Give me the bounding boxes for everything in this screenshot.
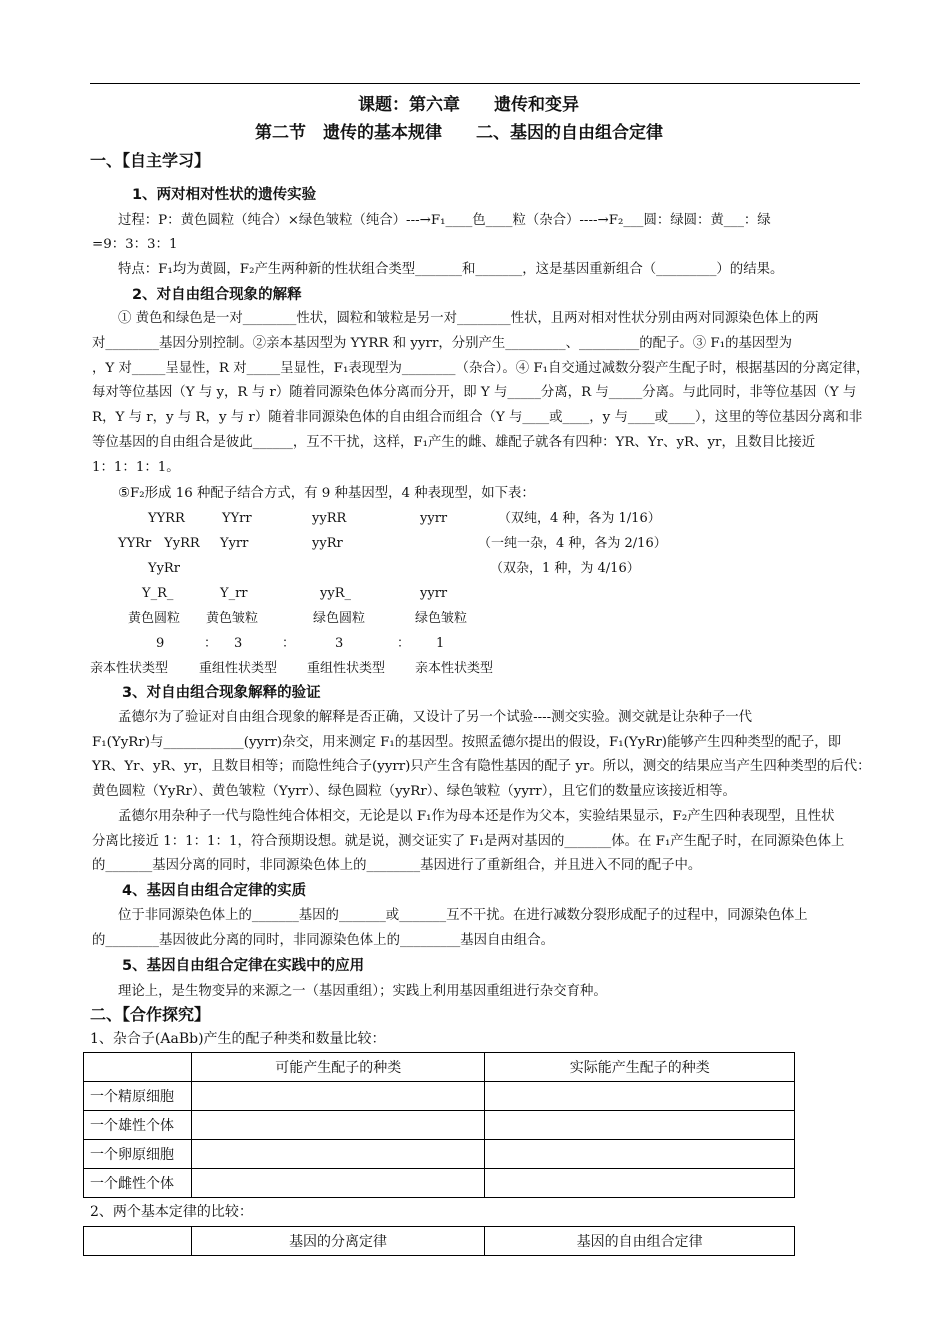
- answer-cell[interactable]: [191, 1169, 485, 1198]
- ratio-value: 3: [335, 636, 344, 651]
- header-rule: [90, 83, 860, 84]
- table-header-row: [84, 1053, 795, 1082]
- genotype-note: （双纯，4 种，各为 1/16）: [498, 511, 661, 526]
- genotype: YYRR: [148, 511, 185, 526]
- law-comparison-table: [83, 1226, 795, 1256]
- answer-cell[interactable]: [485, 1169, 795, 1198]
- paragraph-line: 等位基因的自由组合是彼此______，互不干扰，这样，F₁产生的雌、雄配子就各有四种：YR、Yr、yR、yr，且数目比接近: [92, 435, 816, 450]
- paragraph-line: F₁(YyRr)与____________(yyrr)杂交，用来测定 F₁的基因型。按照孟德尔提出的假设，F₁(YyRr)能够产生四种类型的配子，即: [92, 735, 842, 750]
- genotype-group: yyR_: [320, 586, 351, 601]
- genotype: yyRr: [312, 536, 343, 551]
- paragraph-line: 对________基因分别控制。②亲本基因型为 YYRR 和 yyrr，分别产生_________、_________的配子。③ F₁的基因型为: [92, 336, 793, 351]
- paragraph-line: 理论上，是生物变异的来源之一（基因重组）；实践上利用基因重组进行杂交育种。: [118, 984, 607, 999]
- genotype: YYRr YyRR: [118, 536, 200, 551]
- answer-cell[interactable]: [191, 1140, 485, 1169]
- table-row: [84, 1082, 795, 1111]
- trait-type: 重组性状类型: [199, 661, 278, 676]
- ratio-sep: ：: [204, 636, 218, 651]
- ratio-sep: ：: [282, 636, 296, 651]
- genotype-note: （一纯一杂，4 种，各为 2/16）: [478, 536, 667, 551]
- paragraph-line: ，Y 对_____呈显性，R 对_____呈显性，F₁表现型为________（杂合）。④ F₁自交通过减数分裂产生配子时，根据基因的分离定律，: [92, 361, 870, 376]
- table-row: [84, 1140, 795, 1169]
- row-label: 一个雌性个体: [84, 1169, 192, 1198]
- subsection-1-heading: 1、两对相对性状的遗传实验: [132, 187, 317, 203]
- subsection-5-heading: 5、基因自由组合定律在实践中的应用: [122, 958, 365, 974]
- genotype: yyRR: [312, 511, 347, 526]
- genotype: Yyrr: [220, 536, 249, 551]
- paragraph-line: 孟德尔为了验证对自由组合现象的解释是否正确，又设计了另一个试验----测交实验。测交就是让杂种子一代: [118, 710, 753, 725]
- genotype-note: （双杂，1 种，为 4/16）: [490, 561, 640, 576]
- question-1: 1、杂合子(AaBb)产生的配子种类和数量比较：: [90, 1031, 386, 1047]
- ratio-sep: ：: [397, 636, 411, 651]
- question-2: 2、两个基本定律的比较：: [90, 1204, 253, 1220]
- row-label: 一个雄性个体: [84, 1111, 192, 1140]
- genotype: yyrr: [420, 511, 448, 526]
- table-header-cell: 基因的自由组合定律: [485, 1227, 795, 1256]
- subsection-4-heading: 4、基因自由组合定律的实质: [122, 883, 307, 899]
- row-label: 一个卵原细胞: [84, 1140, 192, 1169]
- genotype-group: yyrr: [420, 586, 448, 601]
- phenotype: 黄色皱粒: [206, 611, 259, 626]
- trait-type: 亲本性状类型: [415, 661, 494, 676]
- paragraph-line: ⑤F₂形成 16 种配子结合方式，有 9 种基因型，4 种表现型，如下表：: [118, 486, 535, 501]
- trait-type: 亲本性状类型: [90, 661, 169, 676]
- title-line-1: 课题：第六章 遗传和变异: [358, 95, 579, 115]
- answer-cell[interactable]: [485, 1140, 795, 1169]
- paragraph-line: 黄色圆粒（YyRr）、黄色皱粒（Yyrr）、绿色圆粒（yyRr）、绿色皱粒（yyrr），且它们的数量应该接近相等。: [92, 784, 736, 799]
- paragraph-line: 的________基因彼此分离的同时，非同源染色体上的_________基因自由组合。: [92, 933, 554, 948]
- section-1-heading: 一、【自主学习】: [90, 151, 211, 170]
- answer-cell[interactable]: [191, 1082, 485, 1111]
- section-2-heading: 二、【合作探究】: [90, 1005, 211, 1024]
- answer-cell[interactable]: [485, 1082, 795, 1111]
- genotype: YYrr: [222, 511, 252, 526]
- table-header-cell: 基因的分离定律: [191, 1227, 485, 1256]
- answer-cell[interactable]: [485, 1111, 795, 1140]
- phenotype: 绿色圆粒: [313, 611, 366, 626]
- table-header-cell: [84, 1053, 192, 1082]
- phenotype: 黄色圆粒: [128, 611, 181, 626]
- ratio-value: 1: [436, 636, 445, 651]
- gamete-comparison-table: [83, 1052, 795, 1198]
- table-row: [84, 1169, 795, 1198]
- ratio-line: =9：3：3：1: [92, 237, 178, 252]
- table-header-cell: 可能产生配子的种类: [191, 1053, 485, 1082]
- paragraph-line: 位于非同源染色体上的_______基因的_______或_______互不干扰。在进行减数分裂形成配子的过程中，同源染色体上: [118, 908, 808, 923]
- genotype: YyRr: [148, 561, 180, 576]
- process-line: 过程：P：黄色圆粒（纯合）×绿色皱粒（纯合）---→F₁____色____粒（杂合）----→F₂___圆：绿圆：黄___：绿: [118, 213, 771, 228]
- phenotype: 绿色皱粒: [415, 611, 468, 626]
- trait-type: 重组性状类型: [307, 661, 386, 676]
- paragraph-line: 1：1：1：1。: [92, 460, 180, 475]
- table-row: [84, 1111, 795, 1140]
- table-header-cell: 实际能产生配子的种类: [485, 1053, 795, 1082]
- subsection-3-heading: 3、对自由组合现象解释的验证: [122, 685, 321, 701]
- genotype-group: Y_R_: [142, 586, 174, 601]
- genotype-group: Y_rr: [220, 586, 248, 601]
- paragraph-line: 分离比接近 1：1：1：1，符合预期设想。就是说，测交证实了 F₁是两对基因的_______体。在 F₁产生配子时，在同源染色体上: [92, 834, 845, 849]
- subsection-2-heading: 2、对自由组合现象的解释: [132, 287, 302, 303]
- paragraph-line: 的_______基因分离的同时，非同源染色体上的________基因进行了重新组合，并且进入不同的配子中。: [92, 858, 702, 873]
- answer-cell[interactable]: [191, 1111, 485, 1140]
- paragraph-line: R，Y 与 r，y 与 R，y 与 r）随着非同源染色体的自由组合而组合（Y 与____或____，y 与____或____），这里的等位基因分离和非: [92, 410, 863, 425]
- paragraph-line: 每对等位基因（Y 与 y，R 与 r）随着同源染色体分离而分开，即 Y 与_____分离，R 与_____分离。与此同时，非等位基因（Y 与: [92, 385, 857, 400]
- feature-line: 特点：F₁均为黄圆，F₂产生两种新的性状组合类型_______和_______，这是基因重新组合（_________）的结果。: [118, 262, 784, 277]
- title-line-2: 第二节 遗传的基本规律 二、基因的自由组合定律: [255, 123, 663, 143]
- paragraph-line: ① 黄色和绿色是一对________性状，圆粒和皱粒是另一对________性状，且两对相对性状分别由两对同源染色体上的两: [118, 311, 819, 326]
- paragraph-line: 孟德尔用杂种子一代与隐性纯合体相交，无论是以 F₁作为母本还是作为父本，实验结果显示，F₂产生四种表现型，且性状: [118, 809, 835, 824]
- ratio-value: 9: [156, 636, 165, 651]
- paragraph-line: YR、Yr、yR、yr，且数目相等；而隐性纯合子(yyrr)只产生含有隐性基因的配子 yr。所以，测交的结果应当产生四种类型的后代：: [92, 759, 871, 774]
- row-label: 一个精原细胞: [84, 1082, 192, 1111]
- table-header-cell: [84, 1227, 192, 1256]
- table-header-row: [84, 1227, 795, 1256]
- ratio-value: 3: [234, 636, 243, 651]
